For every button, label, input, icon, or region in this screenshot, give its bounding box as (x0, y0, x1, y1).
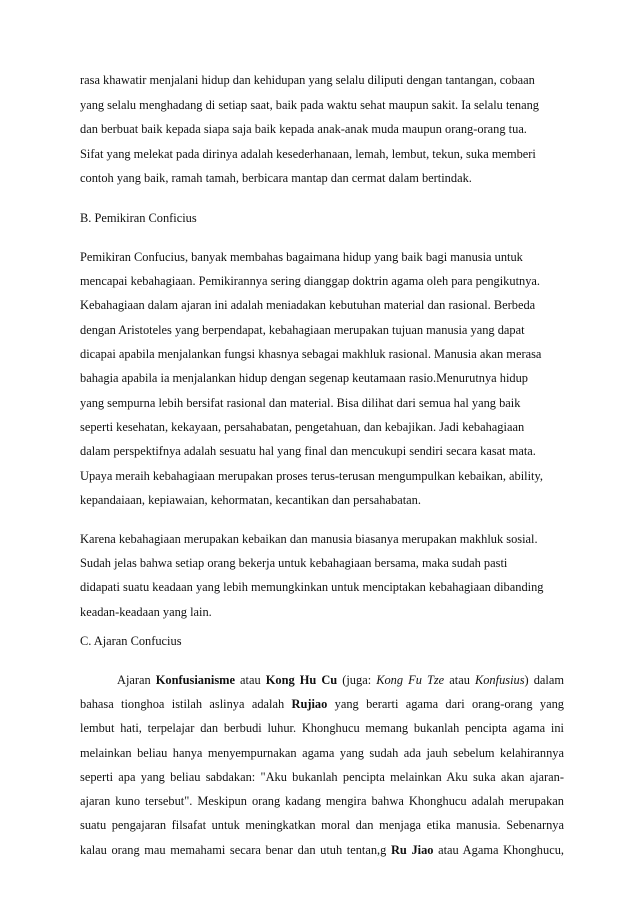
para2-line-8: seperti kesehatan, kekayaan, persahabatan, pengetahuan, dan kebajikan. Jadi kebahagiaan (80, 420, 525, 434)
para4-line-1 (117, 673, 564, 688)
text-run: ) dalam (524, 673, 565, 687)
para4-line-4: melainkan beliau hanya menyempurnakan agama yang sudah ada jauh sebelum kelahirannya (80, 746, 564, 760)
para2-line-1: Pemikiran Confucius, banyak membahas bagaimana hidup yang baik bagi manusia untuk (80, 250, 523, 264)
para4-line-7: suatu pengajaran filsafat untuk meningkatkan moral dan menjaga etika manusia. Sebenarnya (80, 818, 564, 832)
para2-line-5: dicapai apabila menjalankan fungsi khasnya sebagai makhluk rasional. Manusia akan merasa (80, 347, 542, 361)
para2-line-4: dengan Aristoteles yang berpendapat, kebahagiaan merupakan tujuan manusia yang dapat (80, 323, 525, 337)
text-run: atau (234, 673, 266, 687)
para3-line-3: didapati suatu keadaan yang lebih memungkinkan untuk menciptakan kebahagiaan dibanding (80, 580, 544, 594)
text-run: bahasa tionghoa istilah aslinya adalah (80, 697, 292, 711)
para3-line-4: keadan-keadaan yang lain. (80, 605, 212, 619)
para2-line-9: dalam perspektifnya adalah sesuatu hal yang final dan mencukupi sendiri secara kasat mata. (80, 444, 536, 458)
para1-line-3: dan berbuat baik kepada siapa saja baik kepada anak-anak muda maupun orang-orang tua. (80, 122, 527, 136)
para3-line-1: Karena kebahagiaan merupakan kebaikan dan manusia biasanya merupakan makhluk sosial. (80, 532, 538, 546)
para4-line-3: lembut hati, terpelajar dan berbudi luhur. Khonghucu memang bukanlah pencipta agama ini (80, 721, 564, 735)
para4-line-2 (80, 697, 564, 712)
text-run: atau (444, 673, 475, 687)
term-rujiao: Rujiao (291, 697, 328, 711)
heading-c: C. Ajaran Confucius (80, 634, 182, 648)
para1-line-1: rasa khawatir menjalani hidup dan kehidupan yang selalu diliputi dengan tantangan, cobaan (80, 73, 535, 87)
para2-line-7: yang sempurna lebih bersifat rasional dan material. Bisa dilihat dari semua hal yang baik (80, 396, 521, 410)
heading-b: B. Pemikiran Conficius (80, 211, 197, 225)
text-run: Ajaran (117, 673, 156, 687)
para1-line-2: yang selalu menghadang di setiap saat, baik pada waktu sehat maupun sakit. Ia selalu tenang (80, 98, 539, 112)
text-run: (juga: (337, 673, 377, 687)
para1-line-4: Sifat yang melekat pada dirinya adalah kesederhanaan, lemah, lembut, tekun, suka memberi (80, 147, 536, 161)
term-konfusianisme: Konfusianisme (155, 673, 235, 687)
term-kong-hu-cu: Kong Hu Cu (265, 673, 338, 687)
para2-line-2: mencapai kebahagiaan. Pemikirannya sering dianggap doktrin agama oleh para pengikutnya. (80, 274, 541, 288)
para2-line-10: Upaya meraih kebahagiaan merupakan proses terus-terusan mengumpulkan kebaikan, ability, (80, 469, 543, 483)
text-run: atau Agama Khonghucu, (433, 843, 564, 857)
term-ru-jiao: Ru Jiao (390, 843, 434, 857)
para4-line-8 (80, 843, 564, 858)
para1-line-5: contoh yang baik, ramah tamah, berbicara mantap dan cermat dalam bertindak. (80, 171, 472, 185)
text-run: yang berarti agama dari orang-orang yang (327, 697, 565, 711)
para4-line-6: ajaran kuno tersebut". Meskipun orang kadang mengira bahwa Khonghucu adalah merupakan (80, 794, 564, 808)
para2-line-11: kepandaiaan, kepiawaian, kehormatan, kecantikan dan persahabatan. (80, 493, 421, 507)
para2-line-6: bahagia apabila ia menjalankan hidup dengan segenap keutamaan rasio.Menurutnya hidup (80, 371, 528, 385)
term-konfusius: Konfusius (474, 673, 525, 687)
text-run: kalau orang mau memahami secara benar dan utuh tentan,g (80, 843, 391, 857)
para2-line-3: Kebahagiaan dalam ajaran ini adalah meniadakan kebutuhan material dan rasional. Berbeda (80, 298, 536, 312)
term-kong-fu-tze: Kong Fu Tze (376, 673, 445, 687)
para4-line-5: seperti apa yang beliau sabdakan: "Aku bukanlah pencipta melainkan Aku suka akan ajaran- (80, 770, 564, 784)
para3-line-2: Sudah jelas bahwa setiap orang bekerja untuk kebahagiaan bersama, maka sudah pasti (80, 556, 508, 570)
